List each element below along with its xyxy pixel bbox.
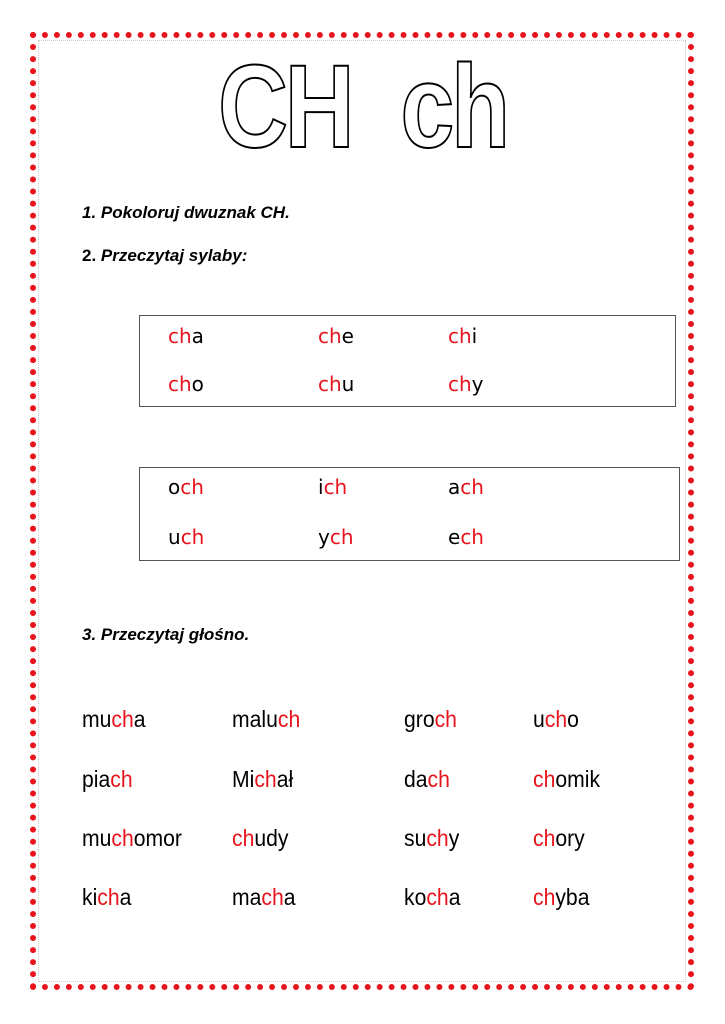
word-item-ch: ch <box>110 766 133 792</box>
word-item <box>232 766 293 793</box>
syllable-top-post: y <box>471 372 484 396</box>
word-item-pre: su <box>404 825 427 851</box>
syllable-bottom <box>318 475 347 499</box>
word-item-post: a <box>448 884 461 910</box>
word-item-pre: Mi <box>232 766 255 792</box>
syllable-top-post: o <box>191 372 204 396</box>
syllable-top-post: u <box>341 372 355 396</box>
syllable-bottom <box>168 475 204 499</box>
word-item <box>533 825 585 852</box>
word-item <box>404 825 459 852</box>
title-lower: ch <box>400 41 507 173</box>
syllable-top <box>168 324 204 348</box>
word-item-ch: ch <box>427 766 450 792</box>
word-item <box>404 766 450 793</box>
word-item-pre: malu <box>232 706 278 732</box>
word-item-ch: ch <box>254 766 277 792</box>
word-item-ch: ch <box>533 825 556 851</box>
syllable-bottom <box>448 525 484 549</box>
syllable-box-top <box>139 315 676 407</box>
syllable-top-post: i <box>471 324 478 348</box>
instruction-1: 1. Pokoloruj dwuznak CH. <box>82 203 290 222</box>
word-item-pre: mu <box>82 706 112 732</box>
word-item-post: a <box>133 706 146 732</box>
word-item <box>404 706 457 733</box>
instruction-2-text: Przeczytaj sylaby: <box>96 246 248 265</box>
word-item-ch: ch <box>111 825 134 851</box>
syllable-bottom-ch: ch <box>329 525 354 549</box>
word-item-ch: ch <box>232 825 255 851</box>
word-item-pre: ma <box>232 884 262 910</box>
syllable-bottom-ch: ch <box>323 475 348 499</box>
word-item-post: omik <box>555 766 601 792</box>
syllable-top-ch: ch <box>318 372 342 396</box>
instruction-2 <box>82 246 247 266</box>
syllable-bottom-ch: ch <box>460 525 484 549</box>
syllable-bottom-ch: ch <box>180 525 205 549</box>
syllable-bottom-ch: ch <box>180 475 204 499</box>
instruction-2-number: 2. <box>82 246 97 265</box>
word-item-post: y <box>448 825 460 851</box>
word-item-pre: u <box>533 706 545 732</box>
word-item-ch: ch <box>434 706 457 732</box>
syllable-bottom <box>168 525 204 549</box>
word-item-ch: ch <box>111 706 134 732</box>
word-item <box>533 884 589 911</box>
syllable-bottom-pre: i <box>318 475 324 499</box>
syllable-bottom <box>318 525 354 549</box>
word-item <box>82 884 131 911</box>
syllable-bottom-pre: a <box>448 475 461 499</box>
syllable-top-ch: ch <box>318 324 342 348</box>
syllable-top <box>318 372 354 396</box>
word-item-pre: ko <box>404 884 427 910</box>
syllable-top <box>168 372 204 396</box>
word-item-post: ał <box>276 766 294 792</box>
word-item-post: udy <box>254 825 289 851</box>
word-item <box>404 884 460 911</box>
syllable-top <box>448 324 477 348</box>
syllable-bottom-pre: y <box>318 525 330 549</box>
word-item-pre: da <box>404 766 428 792</box>
word-item-post: a <box>119 884 132 910</box>
syllable-top-ch: ch <box>168 372 192 396</box>
word-item-post: omor <box>133 825 182 851</box>
word-item-post: o <box>567 706 579 732</box>
word-item-pre: gro <box>404 706 435 732</box>
word-item-pre: ki <box>82 884 98 910</box>
word-item-pre: mu <box>82 825 112 851</box>
word-item-pre: pia <box>82 766 111 792</box>
syllable-bottom-ch: ch <box>460 475 484 499</box>
word-item <box>232 706 300 733</box>
syllable-top-ch: ch <box>448 372 472 396</box>
word-item-ch: ch <box>533 884 556 910</box>
syllable-top-post: e <box>341 324 354 348</box>
page-title <box>65 41 660 173</box>
title-upper: CH <box>218 41 352 173</box>
syllable-top-ch: ch <box>448 324 472 348</box>
syllable-box-bottom <box>139 467 680 561</box>
word-item-ch: ch <box>261 884 284 910</box>
word-item-post: ory <box>555 825 585 851</box>
syllable-top-ch: ch <box>168 324 192 348</box>
word-item <box>232 825 288 852</box>
word-item-post: a <box>283 884 296 910</box>
word-item-ch: ch <box>97 884 120 910</box>
word-item <box>82 766 133 793</box>
word-item <box>533 706 579 733</box>
instruction-3: 3. Przeczytaj głośno. <box>82 625 250 644</box>
word-item-ch: ch <box>426 825 449 851</box>
syllable-top-post: a <box>191 324 204 348</box>
word-item-ch: ch <box>544 706 568 732</box>
word-item <box>232 884 296 911</box>
word-item <box>82 706 146 733</box>
syllable-top <box>448 372 484 396</box>
syllable-bottom-pre: e <box>448 525 461 549</box>
word-item-ch: ch <box>277 706 301 732</box>
syllable-top <box>318 324 354 348</box>
syllable-bottom-pre: u <box>168 525 181 549</box>
word-item <box>82 825 182 852</box>
syllable-bottom <box>448 475 484 499</box>
word-item-ch: ch <box>426 884 449 910</box>
word-item-post: yba <box>555 884 590 910</box>
syllable-bottom-pre: o <box>168 475 181 499</box>
word-item <box>533 766 600 793</box>
word-item-ch: ch <box>533 766 556 792</box>
